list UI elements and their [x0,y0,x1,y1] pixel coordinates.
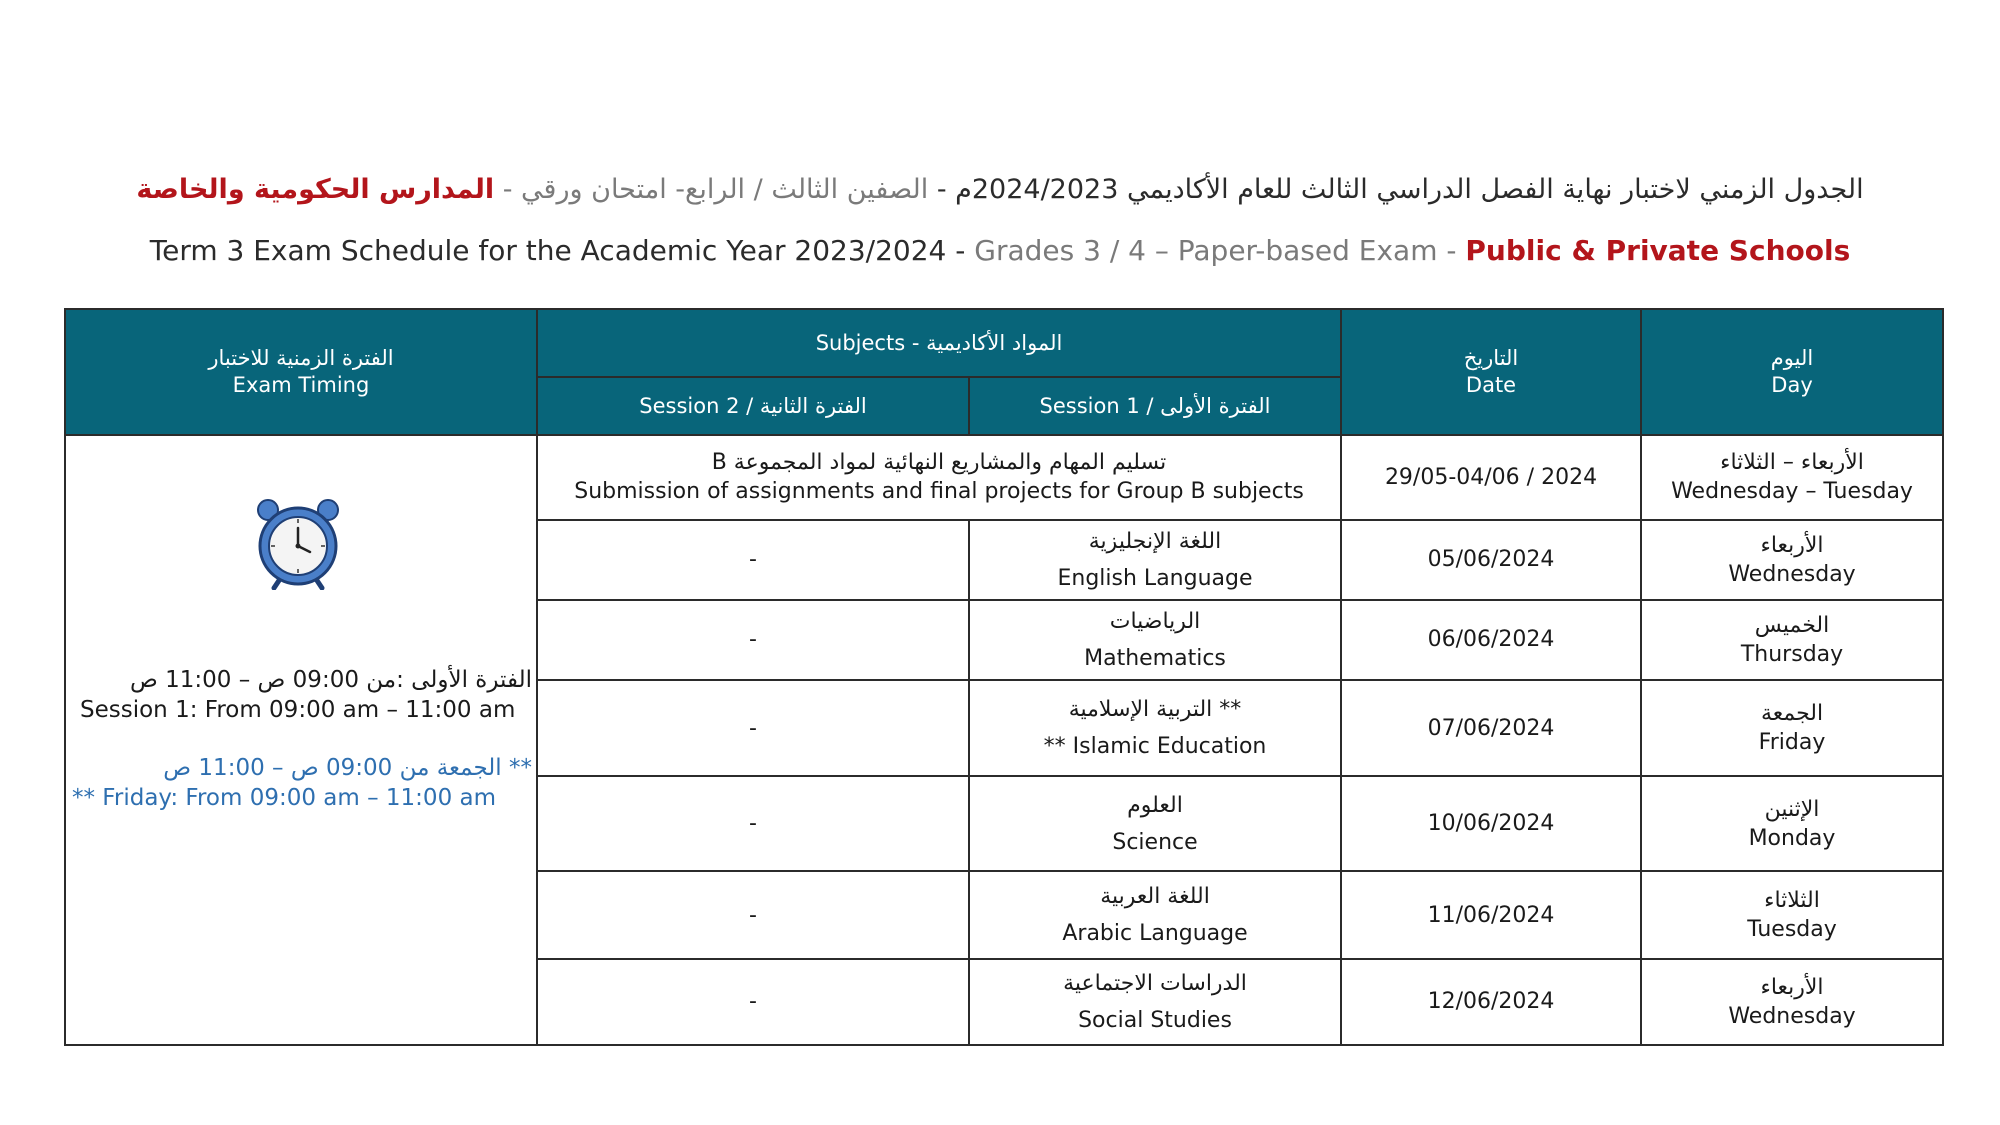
day-cell [1641,959,1943,1045]
subject-en: ** Islamic Education [1043,734,1267,760]
header-date-ar: التاريخ [1463,346,1519,371]
session2-cell: - [537,959,969,1045]
day-en: Tuesday [1747,917,1837,943]
title-en-schools: Public & Private Schools [1465,234,1851,267]
title-ar-grades: الصفين الثالث / الرابع- امتحان ورقي - [494,174,929,205]
day-en: Wednesday – Tuesday [1671,479,1913,505]
day-cell [1641,680,1943,776]
day-en: Wednesday [1728,1003,1856,1029]
day-ar: الخميس [1754,612,1830,638]
day-cell [1641,435,1943,519]
session2-cell: - [537,600,969,680]
session2-cell: - [537,520,969,600]
date-cell: 11/06/2024 [1341,871,1641,958]
header-subjects: Subjects - المواد الأكاديمية [537,309,1341,377]
header-session-1: Session 1 / الفترة الأولى [969,377,1341,435]
subject-cell [969,959,1341,1045]
header-exam-timing [65,309,537,435]
day-en: Friday [1758,730,1826,756]
subject-ar: الدراسات الاجتماعية [1063,970,1247,996]
header-timing-en: Exam Timing [232,373,370,398]
friday-timing-ar: ** الجمعة من 09:00 ص – 11:00 ص [163,755,532,782]
subject-en: Submission of assignments and final projects for Group B subjects [574,479,1304,505]
header-day-en: Day [1771,373,1813,398]
session2-cell: - [537,776,969,871]
subject-ar: الرياضيات [1109,608,1201,634]
header-date-en: Date [1465,373,1517,398]
day-cell [1641,600,1943,680]
date-cell: 29/05-04/06 / 2024 [1341,435,1641,519]
subject-ar: العلوم [1127,792,1183,818]
day-ar: الجمعة [1760,701,1824,727]
session1-timing-ar: الفترة الأولى :من 09:00 ص – 11:00 ص [130,667,532,694]
alarm-clock-icon [252,494,344,590]
session2-cell: - [537,680,969,776]
subject-ar: اللغة الإنجليزية [1088,528,1222,554]
subject-en: Arabic Language [1062,921,1248,947]
session1-timing-en: Session 1: From 09:00 am – 11:00 am [80,697,516,724]
day-ar: الأربعاء [1760,532,1824,558]
session2-cell: - [537,871,969,958]
header-day [1641,309,1943,435]
day-ar: الأربعاء [1760,974,1824,1000]
subject-ar: اللغة العربية [1100,884,1210,910]
submission-cell [537,435,1341,519]
day-ar: الثلاثاء [1764,888,1820,914]
date-cell: 07/06/2024 [1341,680,1641,776]
date-cell: 05/06/2024 [1341,520,1641,600]
subject-en: English Language [1057,565,1253,591]
header-day-ar: اليوم [1770,346,1814,371]
day-cell [1641,776,1943,871]
subject-cell [969,776,1341,871]
subject-cell [969,600,1341,680]
day-en: Thursday [1740,641,1844,667]
date-cell: 12/06/2024 [1341,959,1641,1045]
subject-en: Science [1112,829,1198,855]
date-cell: 06/06/2024 [1341,600,1641,680]
title-en-grades: Grades 3 / 4 – Paper-based Exam - [974,234,1466,267]
exam-schedule-table [64,308,1944,1046]
day-cell [1641,520,1943,600]
exam-timing-cell [65,435,537,1045]
title-arabic [60,174,1940,205]
subject-cell [969,680,1341,776]
subject-cell [969,871,1341,958]
title-english [60,234,1940,267]
header-date [1341,309,1641,435]
subject-ar: ** التربية الإسلامية [1068,697,1242,723]
day-ar: الأربعاء – الثلاثاء [1720,450,1864,476]
day-en: Monday [1748,825,1836,851]
subject-cell [969,520,1341,600]
table-row [65,435,1943,519]
title-ar-schools: المدارس الحكومية والخاصة [136,174,495,205]
title-en-main: Term 3 Exam Schedule for the Academic Year 2023/2024 - [149,234,975,267]
header-session-2: Session 2 / الفترة الثانية [537,377,969,435]
subject-en: Mathematics [1084,645,1226,671]
day-en: Wednesday [1728,561,1856,587]
day-ar: الإثنين [1764,796,1820,822]
subject-ar: تسليم المهام والمشاريع النهائية لمواد المجموعة B [711,450,1167,476]
subject-en: Social Studies [1078,1007,1232,1033]
header-timing-ar: الفترة الزمنية للاختبار [208,346,394,371]
day-cell [1641,871,1943,958]
date-cell: 10/06/2024 [1341,776,1641,871]
friday-timing-en: ** Friday: From 09:00 am – 11:00 am [72,785,497,812]
title-ar-main: الجدول الزمني لاختبار نهاية الفصل الدراسي الثالث للعام الأكاديمي 2024/2023م - [928,174,1864,205]
